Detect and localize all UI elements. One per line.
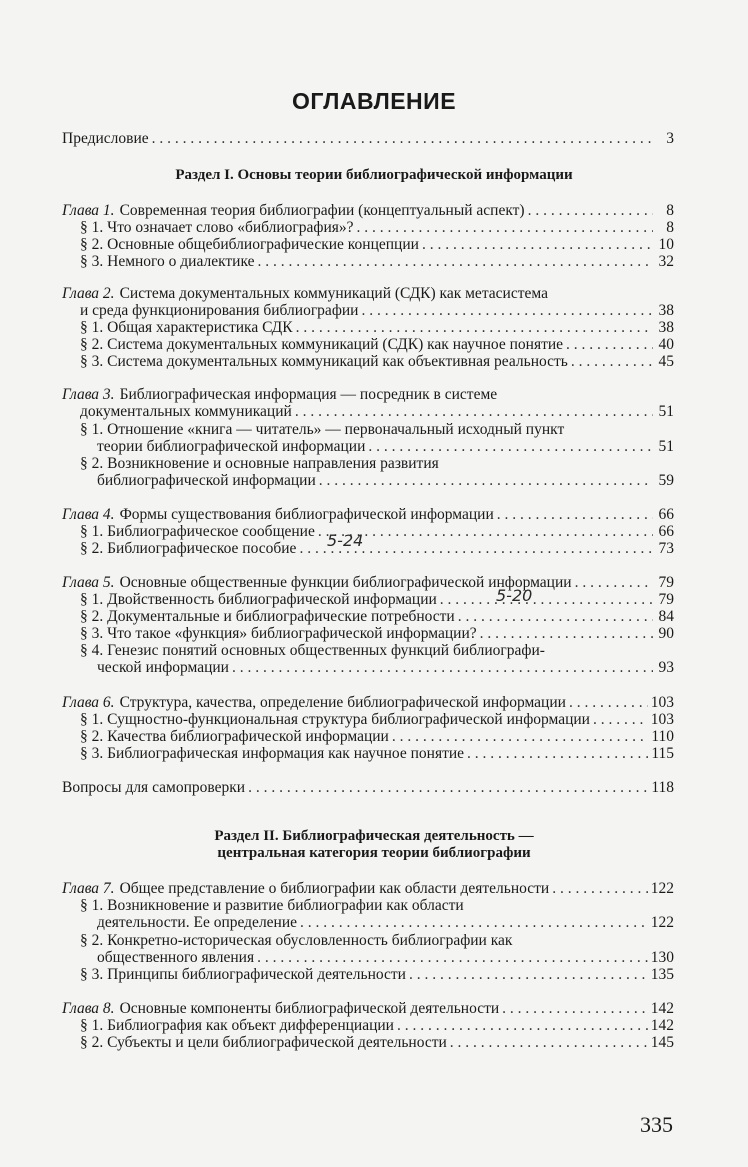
toc-entry-paragraph: § 3. Библиографическая информация как научное понятие . . . 115 — [80, 745, 674, 762]
toc-entry-paragraph: § 1. Возникновение и развитие библиографии как области — [80, 897, 464, 914]
handwritten-note: 5-20 — [496, 586, 533, 605]
handwritten-note: 5-24 — [327, 531, 364, 550]
toc-entry-paragraph: § 1. Сущностно-функциональная структура библиографической информации . . . 103 — [80, 711, 674, 728]
toc-entry-paragraph: § 3. Принципы библиографической деятельности . . . 135 — [80, 966, 674, 983]
toc-entry-chapter-2-cont: и среда функционирования библиографии . . . 38 — [80, 302, 674, 319]
page-title: ОГЛАВЛЕНИЕ — [291, 88, 457, 114]
toc-entry-paragraph: § 3. Немного о диалектике . . . 32 — [80, 253, 674, 270]
toc-entry-chapter-8: Глава 8. Основные компоненты библиографической деятельности . . . 142 — [62, 1000, 674, 1017]
toc-entry-paragraph-cont: ческой информации . . . 93 — [97, 659, 674, 676]
toc-entry-paragraph-cont: библиографической информации . . . 59 — [97, 472, 674, 489]
toc-entry-paragraph: § 2. Конкретно-историческая обусловленность библиографии как — [80, 932, 513, 949]
toc-entry-paragraph: § 1. Общая характеристика СДК . . . 38 — [80, 319, 674, 336]
toc-entry-chapter-1: Глава 1. Современная теория библиографии (концептуальный аспект) . . . 8 — [62, 202, 674, 219]
section-heading-2-cont: центральная категория теории библиографии — [217, 845, 531, 861]
section-heading-2: Раздел II. Библиографическая деятельность — — [214, 828, 534, 844]
toc-entry-paragraph: § 2. Система документальных коммуникаций (СДК) как научное понятие . . . 40 — [80, 336, 674, 353]
toc-entry-paragraph: § 1. Двойственность библиографической информации . . . 79 — [80, 591, 674, 608]
toc-entry-chapter-7: Глава 7. Общее представление о библиографии как области деятельности . . . 122 — [62, 880, 674, 897]
toc-entry-paragraph-cont: общественного явления . . . 130 — [97, 949, 674, 966]
toc-entry-paragraph: § 1. Отношение «книга — читатель» — первоначальный исходный пункт — [80, 421, 565, 438]
toc-entry-paragraph: § 2. Субъекты и цели библиографической деятельности . . . 145 — [80, 1034, 674, 1051]
toc-entry-paragraph-cont: теории библиографической информации . . . 51 — [97, 438, 674, 455]
toc-entry-paragraph: § 4. Генезис понятий основных общественных функций библиографи- — [80, 642, 545, 659]
toc-entry-chapter-4: Глава 4. Формы существования библиографической информации . . . 66 — [62, 506, 674, 523]
toc-entry-paragraph: § 2. Библиографическое пособие . . . 73 — [80, 540, 674, 557]
toc-entry-paragraph-cont: деятельности. Ее определение . . . 122 — [97, 914, 674, 931]
toc-entry-paragraph: § 1. Что означает слово «библиография»? . . . 8 — [80, 219, 674, 236]
toc-entry-paragraph: § 2. Основные общебиблиографические концепции . . . 10 — [80, 236, 674, 253]
section-heading-1: Раздел I. Основы теории библиографической информации — [175, 167, 573, 183]
toc-entry-chapter-5: Глава 5. Основные общественные функции библиографической информации . . . 79 — [62, 574, 674, 591]
toc-entry-questions: Вопросы для самопроверки . . . 118 — [62, 779, 674, 796]
toc-entry-paragraph: § 3. Система документальных коммуникаций как объективная реальность . . . 45 — [80, 353, 674, 370]
toc-entry-paragraph: § 2. Документальные и библиографические потребности . . . 84 — [80, 608, 674, 625]
toc-entry-paragraph: § 1. Библиографическое сообщение . . . 66 — [80, 523, 674, 540]
toc-entry-chapter-3-cont: документальных коммуникаций . . . 51 — [80, 403, 674, 420]
toc-entry-chapter-2: Глава 2. Система документальных коммуникаций (СДК) как метасистема — [62, 285, 548, 302]
toc-entry-preface: Предисловие . . . 3 — [62, 130, 674, 147]
toc-entry-chapter-6: Глава 6. Структура, качества, определение библиографической информации . . . 103 — [62, 694, 674, 711]
toc-entry-paragraph: § 2. Возникновение и основные направления развития — [80, 455, 439, 472]
page-number: 335 — [640, 1112, 673, 1137]
toc-entry-paragraph: § 3. Что такое «функция» библиографической информации? . . . 90 — [80, 625, 674, 642]
toc-entry-chapter-3: Глава 3. Библиографическая информация — посредник в системе — [62, 386, 498, 403]
toc-entry-paragraph: § 2. Качества библиографической информации . . . 110 — [80, 728, 674, 745]
toc-entry-paragraph: § 1. Библиография как объект дифференциации . . . 142 — [80, 1017, 674, 1034]
